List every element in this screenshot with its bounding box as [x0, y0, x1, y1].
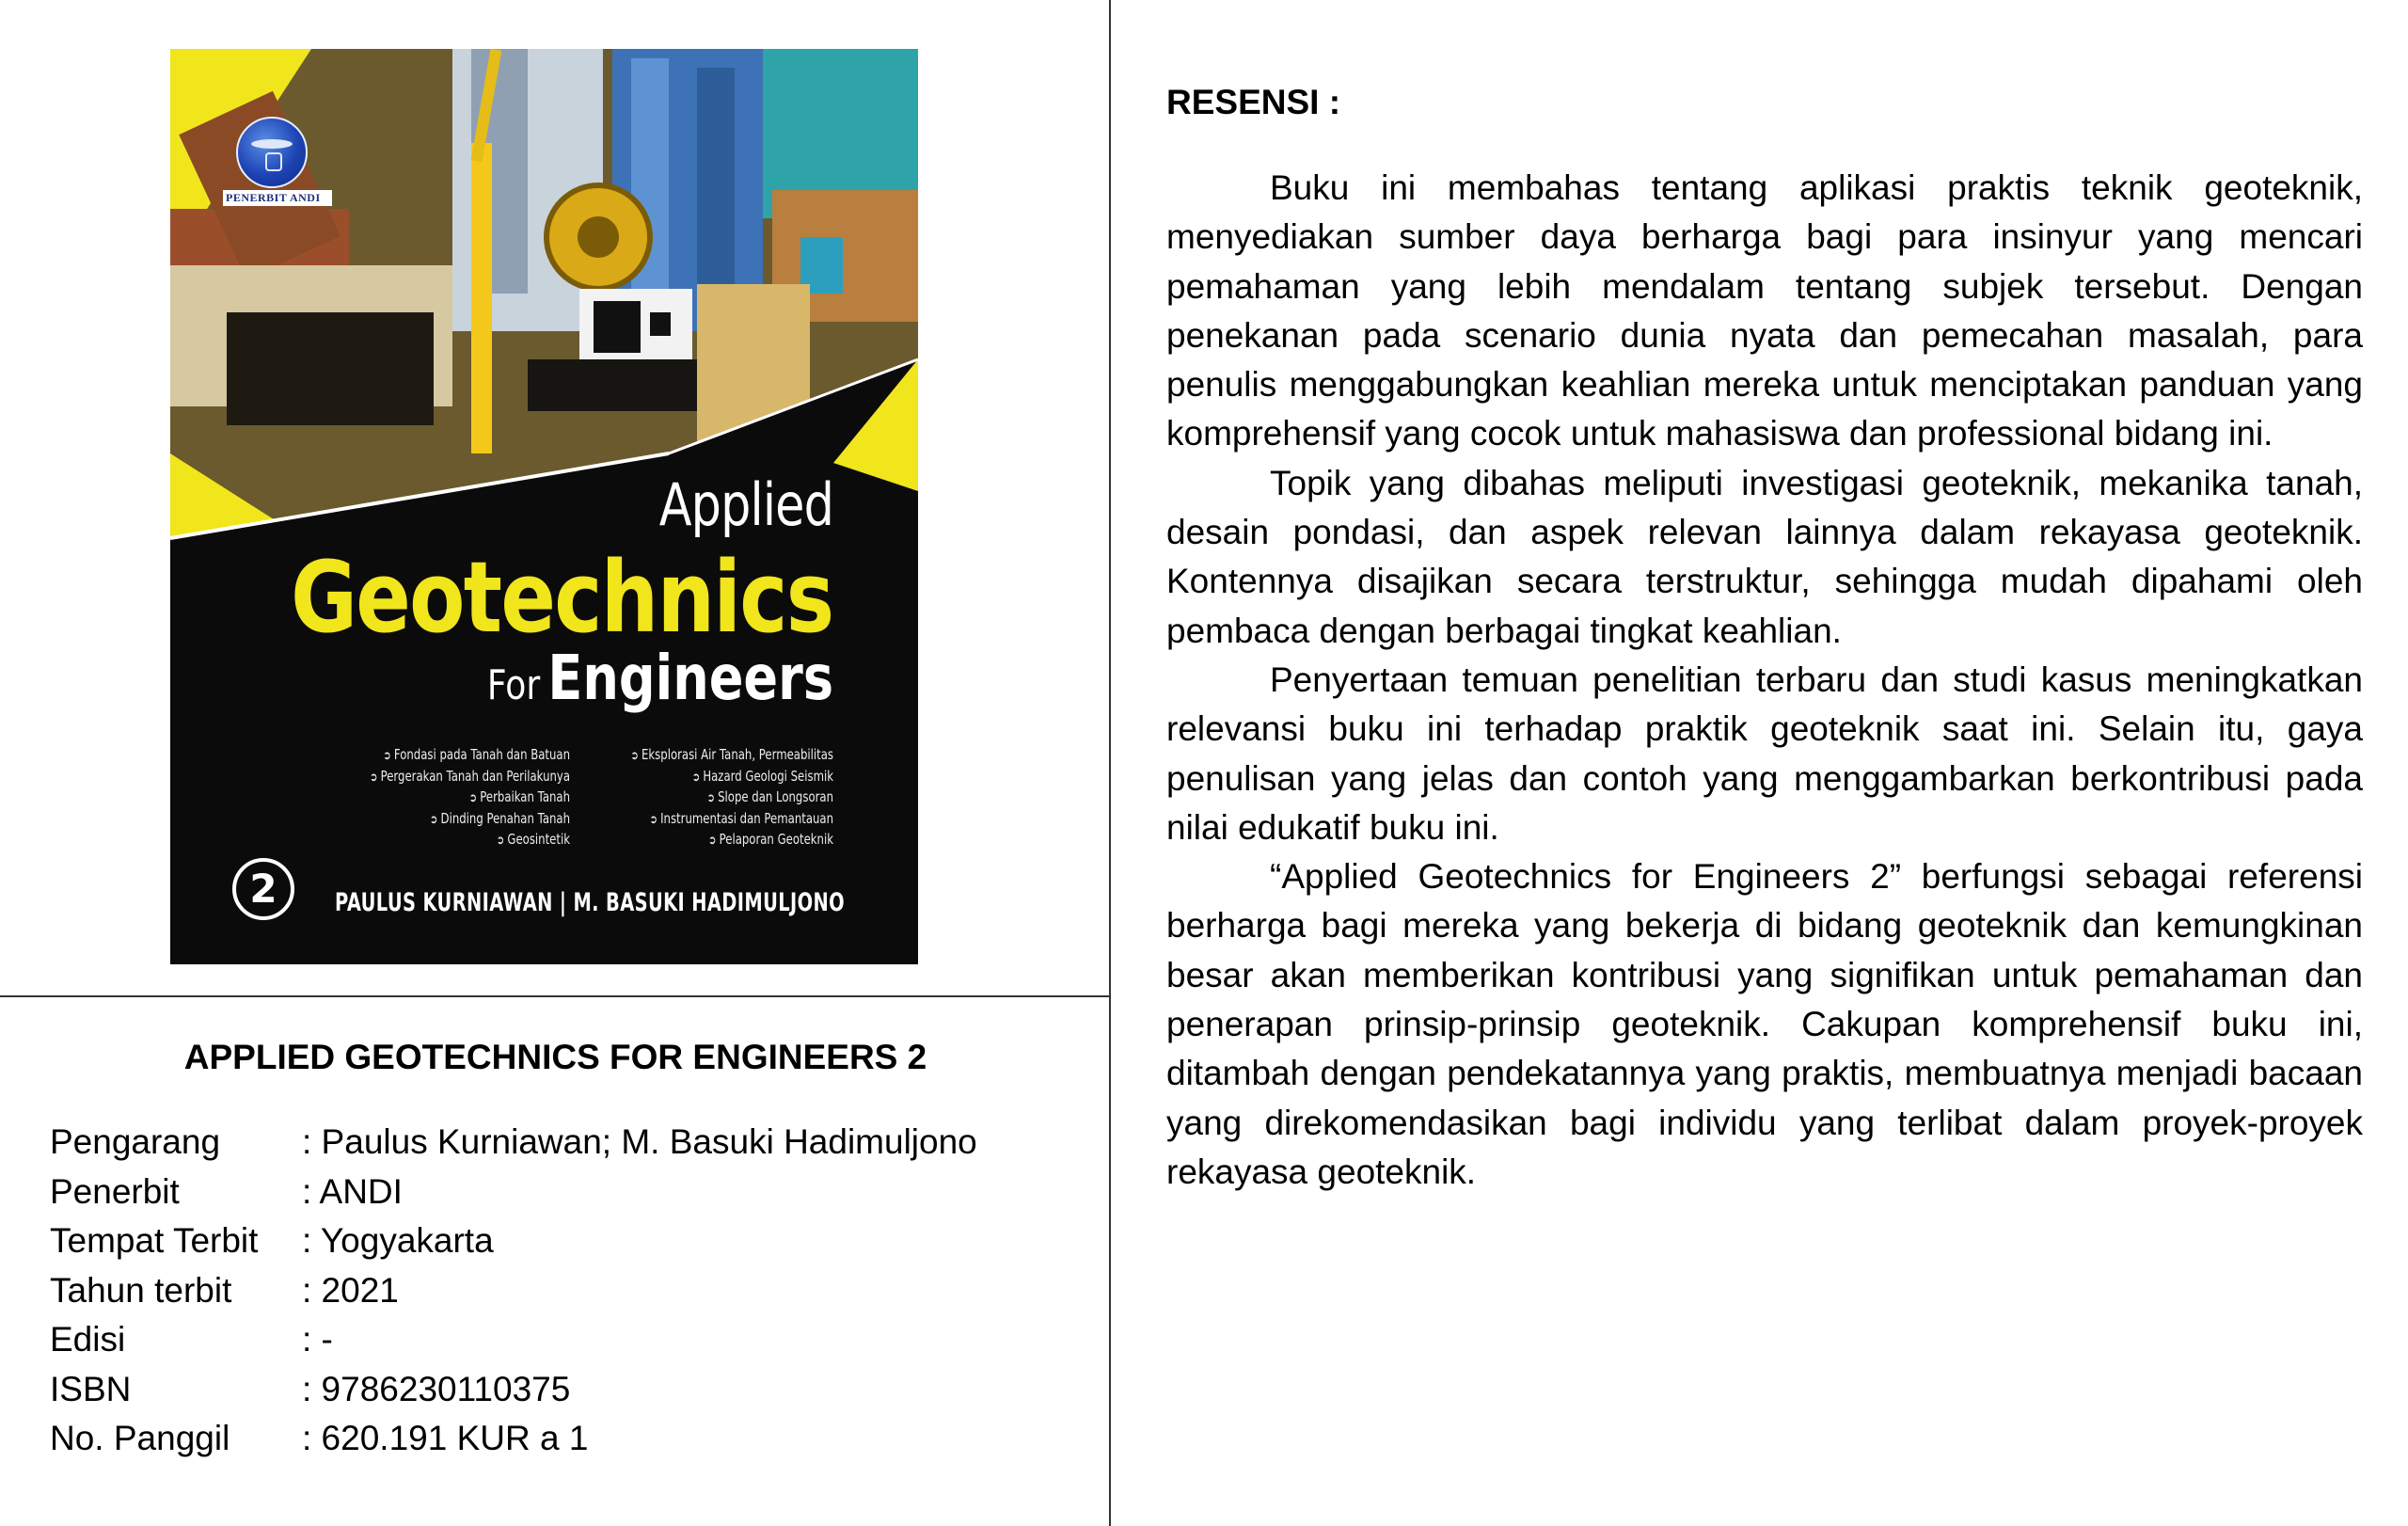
biblio-row-call-number: [50, 1414, 977, 1464]
cover-title-engineers: Engineers: [547, 642, 833, 714]
cover-title-for-engineers: [487, 642, 833, 714]
field-value: : ANDI: [302, 1171, 403, 1211]
arrow-bullet-icon: ➲: [369, 770, 378, 785]
field-value: : Yogyakarta: [302, 1221, 494, 1260]
bibliographic-details: [50, 1118, 977, 1464]
cover-topic-label: Pergerakan Tanah dan Perilakunya: [380, 767, 570, 785]
field-value: : 2021: [302, 1270, 399, 1310]
review-paragraph: “Applied Geotechnics for Engineers 2” berfungsi sebagai referensi berharga bagi mereka yang bekerja di bidang geoteknik dan kemungkinan besar akan memberikan kontribusi yang signifikan untuk pemahaman dan penerapan prinsip-prinsip geoteknik. Cakupan komprehensif buku ini, ditambah dengan pendekatannya yang praktis, membuatnya menjadi bacaan yang direkomendasikan bagi individu yang terlibat dalam proyek-proyek rekayasa geoteknik.: [1166, 857, 2363, 1191]
cover-topic: [628, 830, 833, 851]
cover-topic: [365, 830, 570, 851]
cover-authors: PAULUS KURNIAWAN | M. BASUKI HADIMULJONO: [335, 888, 845, 917]
field-value: : Paulus Kurniawan; M. Basuki Hadimuljono: [302, 1122, 977, 1161]
publisher-logo-text: PENERBIT ANDI: [223, 190, 332, 206]
cover-topics-right: [628, 745, 833, 851]
field-label: ISBN: [50, 1369, 132, 1408]
cover-topic: [628, 787, 833, 809]
field-label: No. Panggil: [50, 1419, 230, 1457]
cover-topic: [365, 787, 570, 809]
cover-title-applied: Applied: [658, 470, 833, 539]
biblio-row-author: [50, 1118, 977, 1168]
cover-topic-label: Slope dan Longsoran: [718, 788, 833, 805]
review-paragraph: Topik yang dibahas meliputi investigasi geoteknik, mekanika tanah, desain pondasi, dan aspek relevan lainnya dalam rekayasa geoteknik. Kontennya disajikan secara terstruktur, sehingga mudah dipahami oleh pembaca dengan berbagai tingkat keahlian.: [1166, 463, 2363, 650]
arrow-bullet-icon: ➲: [691, 770, 701, 785]
cover-topic: [628, 809, 833, 831]
cover-topics-left: [365, 745, 570, 851]
cover-topic: [628, 745, 833, 767]
field-label: Pengarang: [50, 1122, 221, 1161]
review-heading: RESENSI :: [1166, 83, 1341, 121]
field-value: : 9786230110375: [302, 1369, 571, 1408]
cover-topic-label: Eksplorasi Air Tanah, Permeabilitas: [642, 746, 833, 763]
cover-topic-label: Fondasi pada Tanah dan Batuan: [393, 746, 570, 763]
review-body: [1166, 164, 2363, 1197]
biblio-row-publisher: [50, 1168, 977, 1217]
cover-topic-label: Geosintetik: [507, 831, 570, 848]
arrow-bullet-icon: ➲: [383, 749, 391, 763]
volume-badge: 2: [232, 858, 294, 920]
cover-title-for: For: [486, 661, 541, 709]
publisher-logo-icon: [236, 117, 308, 188]
cover-topic-label: Hazard Geologi Seismik: [703, 767, 833, 785]
book-title: APPLIED GEOTECHNICS FOR ENGINEERS 2: [183, 1038, 927, 1076]
book-cover-image: [170, 49, 918, 964]
arrow-bullet-icon: ➲: [468, 791, 478, 805]
arrow-bullet-icon: ➲: [429, 812, 438, 827]
horizontal-divider: [0, 995, 1111, 997]
field-label: Edisi: [50, 1320, 126, 1359]
arrow-bullet-icon: ➲: [630, 749, 639, 763]
arrow-bullet-icon: ➲: [706, 791, 716, 805]
biblio-row-year: [50, 1266, 977, 1316]
field-value: : 620.191 KUR a 1: [302, 1419, 589, 1457]
field-value: : -: [302, 1320, 333, 1359]
arrow-bullet-icon: ➲: [707, 834, 717, 848]
cover-topic: [365, 767, 570, 788]
cover-topic-label: Dinding Penahan Tanah: [440, 809, 570, 827]
field-label: Tahun terbit: [50, 1270, 232, 1310]
cover-topic: [628, 767, 833, 788]
cover-topic-label: Pelaporan Geoteknik: [719, 831, 833, 848]
field-label: Penerbit: [50, 1171, 180, 1211]
biblio-row-isbn: [50, 1365, 977, 1415]
arrow-bullet-icon: ➲: [649, 812, 657, 827]
review-paragraph: Buku ini membahas tentang aplikasi praktis teknik geoteknik, menyediakan sumber daya berharga bagi para insinyur yang mencari pemahaman yang lebih mendalam tentang subjek tersebut. Dengan penekanan pada scenario dunia nyata dan pemecahan masalah, para penulis menggabungkan keahlian mereka untuk menciptakan panduan yang komprehensif yang cocok untuk mahasiswa dan professional bidang ini.: [1166, 168, 2363, 453]
review-paragraph: Penyertaan temuan penelitian terbaru dan studi kasus meningkatkan relevansi buku ini terhadap praktik geoteknik saat ini. Selain itu, gaya penulisan yang jelas dan contoh yang menggambarkan berkontribusi pada nilai edukatif buku ini.: [1166, 660, 2363, 847]
cover-topic-label: Instrumentasi dan Pemantauan: [660, 809, 833, 827]
biblio-row-place: [50, 1216, 977, 1266]
biblio-row-edition: [50, 1315, 977, 1365]
field-label: Tempat Terbit: [50, 1221, 259, 1260]
cover-title-geotechnics: Geotechnics: [291, 540, 833, 655]
cover-topics: [307, 745, 833, 851]
cover-topic: [365, 809, 570, 831]
cover-topic-label: Perbaikan Tanah: [480, 788, 570, 805]
vertical-divider: [1109, 0, 1111, 1526]
cover-topic: [365, 745, 570, 767]
arrow-bullet-icon: ➲: [496, 834, 505, 848]
